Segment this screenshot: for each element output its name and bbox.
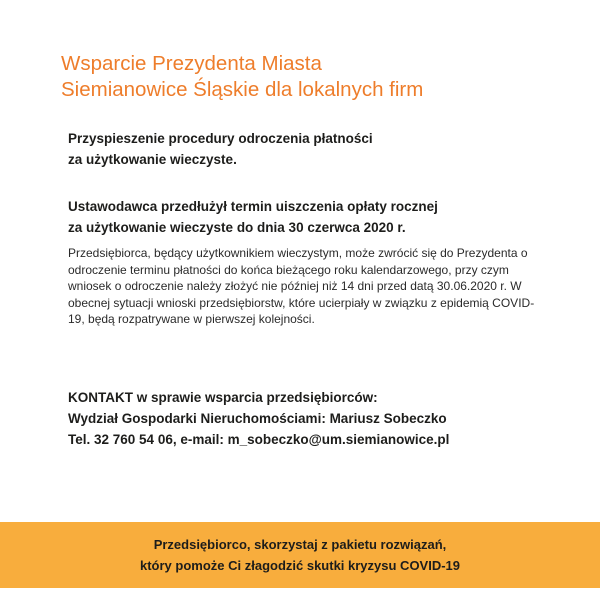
body-paragraph: Przedsiębiorca, będący użytkownikiem wieczystym, może zwrócić się do Prezydenta o odroczenie terminu płatności do końca bieżącego roku kalendarzowego, przy czym wniosek o odroczenie należy złożyć nie później niż 14 dni przed datą 30.06.2020 r. W obecnej sytuacji wnioski przedsiębiorstw, które ucierpiały w związku z epidemią COVID-19, będą rozpatrywane w pierwszej kolejności.	[68, 246, 535, 327]
page-title-line-2: Siemianowice Śląskie dla lokalnych firm	[61, 78, 424, 101]
contact-heading: KONTAKT w sprawie wsparcia przedsiębiorców:	[68, 390, 378, 405]
page-title	[61, 51, 581, 103]
footer-banner	[0, 522, 600, 588]
headline-line-2: za użytkowanie wieczyste do dnia 30 czerwca 2020 r.	[68, 220, 406, 235]
contact-phone-email: Tel. 32 760 54 06, e-mail: m_sobeczko@um.siemianowice.pl	[68, 432, 450, 447]
page-title-line-1: Wsparcie Prezydenta Miasta	[61, 52, 322, 75]
banner-line-2: który pomoże Ci złagodzić skutki kryzysu COVID-19	[139, 558, 461, 573]
subtitle	[68, 128, 538, 170]
headline-line-1: Ustawodawca przedłużył termin uiszczenia opłaty rocznej	[68, 199, 438, 214]
subtitle-line-1: Przyspieszenie procedury odroczenia płatności	[68, 131, 373, 146]
subtitle-line-2: za użytkowanie wieczyste.	[68, 152, 237, 167]
contact-section	[68, 387, 538, 450]
headline	[68, 196, 538, 238]
banner-line-1: Przedsiębiorco, skorzystaj z pakietu rozwiązań,	[153, 537, 447, 552]
contact-department: Wydział Gospodarki Nieruchomościami: Mariusz Sobeczko	[68, 411, 447, 426]
